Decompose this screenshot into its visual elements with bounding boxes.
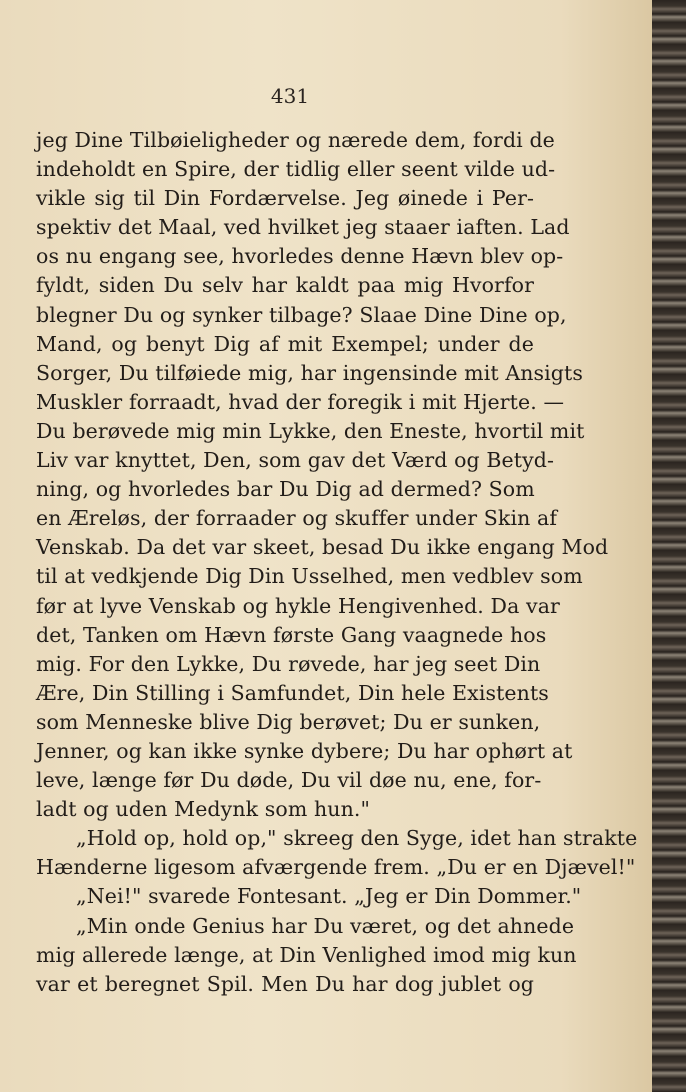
text-line: Venskab. Da det var skeet, besad Du ikke engang Mod [36, 535, 609, 560]
text-line: „Nei!" svarede Fontesant. „Jeg er Din Dommer." [76, 884, 582, 909]
text-line: før at lyve Venskab og hykle Hengivenhed. Da var [36, 593, 560, 618]
text-line: Hænderne ligesom afværgende frem. „Du er en Djævel!" [36, 855, 636, 880]
text-line: blegner Du og synker tilbage? Slaae Dine Dine op, [36, 302, 567, 327]
text-line: Jenner, og kan ikke synke dybere; Du har ophørt at [36, 738, 573, 763]
text-line: „Hold op, hold op," skreeg den Syge, idet han strakte [76, 826, 638, 851]
text-line: os nu engang see, hvorledes denne Hævn blev op- [36, 244, 564, 269]
text-line: vikle sig til Din Fordærvelse. Jeg øinede i Per- [36, 186, 534, 211]
text-line: en Æreløs, der forraader og skuffer under Skin af [36, 506, 558, 531]
text-line: jeg Dine Tilbøieligheder og nærede dem, fordi de [36, 128, 555, 152]
text-line: det, Tanken om Hævn første Gang vaagnede hos [36, 622, 547, 647]
text-line: fyldt, siden Du selv har kaldt paa mig Hvorfor [36, 273, 534, 298]
text-line: Ære, Din Stilling i Samfundet, Din hele Existents [36, 680, 549, 705]
text-line: Liv var knyttet, Den, som gav det Værd og Betyd- [36, 448, 555, 473]
text-line: Muskler forraadt, hvad der foregik i mit Hjerte. — [36, 389, 565, 414]
text-line: ning, og hvorledes bar Du Dig ad dermed? Som [36, 477, 535, 502]
text-line: leve, længe før Du døde, Du vil døe nu, ene, for- [36, 768, 542, 793]
page-number: 431 [270, 84, 310, 108]
text-line: som Menneske blive Dig berøvet; Du er sunken, [36, 709, 541, 734]
text-line: indeholdt en Spire, der tidlig eller seent vilde ud- [36, 157, 556, 182]
text-line: var et beregnet Spil. Men Du har dog jublet og [36, 971, 534, 996]
text-line: Mand, og benyt Dig af mit Exempel; under de [36, 331, 534, 356]
text-line: mig allerede længe, at Din Venlighed imod mig kun [36, 942, 577, 967]
text-line: spektiv det Maal, ved hvilket jeg staaer iaften. Lad [36, 215, 570, 240]
text-line: Du berøvede mig min Lykke, den Eneste, hvortil mit [36, 418, 585, 443]
body-text [36, 126, 638, 999]
text-line: ladt og uden Medynk som hun." [36, 797, 371, 822]
book-spine [652, 0, 686, 1092]
text-line: mig. For den Lykke, Du røvede, har jeg seet Din [36, 651, 541, 676]
text-line: Sorger, Du tilføiede mig, har ingensinde mit Ansigts [36, 360, 583, 385]
text-line: til at vedkjende Dig Din Usselhed, men vedblev som [36, 564, 583, 589]
text-line: „Min onde Genius har Du været, og det ahnede [76, 913, 575, 938]
